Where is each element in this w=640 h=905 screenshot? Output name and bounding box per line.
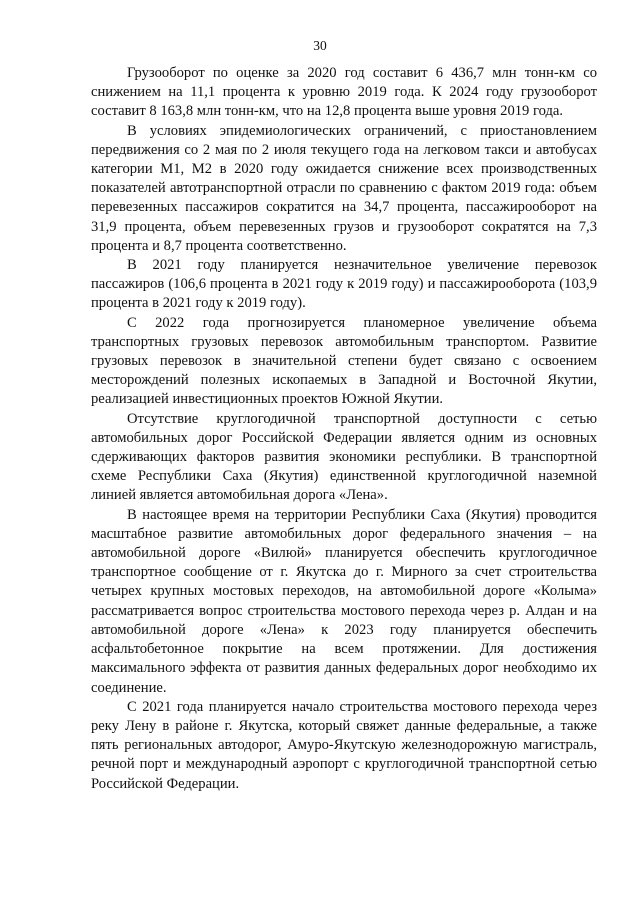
paragraph-lena-bridge: С 2021 года планируется начало строительства мостового перехода через реку Лену в районе г. Якутска, который свяжет данные федеральные, а также пять региональных автодорог, Амуро-Якутскую железнодорожную магистраль, речной порт и международный аэропорт с круглогодичной транспортной сетью Российской Федерации.	[91, 698, 597, 792]
paragraph-freight-growth-2022: С 2022 года прогнозируется планомерное увеличение объема транспортных грузовых перевозок автомобильным транспортом. Развитие грузовых перевозок в значительной степени будет связано с освоением месторождений полезных ископаемых в Западной и Восточной Якутии, реализацией инвестиционных проектов Южной Якутии.	[91, 314, 597, 408]
body-text	[91, 64, 597, 794]
paragraph-freight-turnover: Грузооборот по оценке за 2020 год составит 6 436,7 млн тонн-км со снижением на 11,1 процента к уровню 2019 года. К 2024 году грузооборот составит 8 163,8 млн тонн-км, что на 12,8 процента выше уровня 2019 года.	[91, 65, 597, 120]
paragraph-passenger-growth-2021: В 2021 году планируется незначительное увеличение перевозок пассажиров (106,6 процента в 2021 году к 2019 году) и пассажирооборота (103,9 процента в 2021 году к 2019 году).	[91, 257, 597, 312]
paragraph-federal-roads: В настоящее время на территории Республики Саха (Якутия) проводится масштабное развитие автомобильных дорог федерального значения – на автомобильной дороге «Вилюй» планируется обеспечить круглогодичное транспортное сообщение от г. Якутска до г. Мирного за счет строительства четырех крупных мостовых переходов, на автомобильной дороге «Колыма» рассматривается вопрос строительства мостового перехода через р. Алдан и на автомобильной дороге «Лена» к 2023 году планируется обеспечить асфальтобетонное покрытие на всем протяжении. Для достижения максимального эффекта от развития данных федеральных дорог необходимо их соединение.	[91, 506, 597, 696]
paragraph-epidemic-restrictions: В условиях эпидемиологических ограничений, с приостановлением передвижения со 2 мая по 2 июля текущего года на легковом такси и автобусах категории М1, М2 в 2020 году ожидается снижение всех производственных показателей автотранспортной отрасли по сравнению с фактом 2019 года: объем перевезенных пассажиров сократится на 34,7 процента, пассажирооборот на 31,9 процента, объем перевезенных грузов и грузооборот сократятся на 7,3 процента и 8,7 процента соответственно.	[91, 122, 597, 254]
page-number: 30	[313, 38, 327, 53]
paragraph-transport-accessibility: Отсутствие круглогодичной транспортной доступности с сетью автомобильных дорог Российской Федерации является одним из основных сдерживающих факторов развития экономики республики. В транспортной схеме Республики Саха (Якутия) единственной круглогодичной наземной линией является автомобильная дорога «Лена».	[91, 410, 597, 504]
